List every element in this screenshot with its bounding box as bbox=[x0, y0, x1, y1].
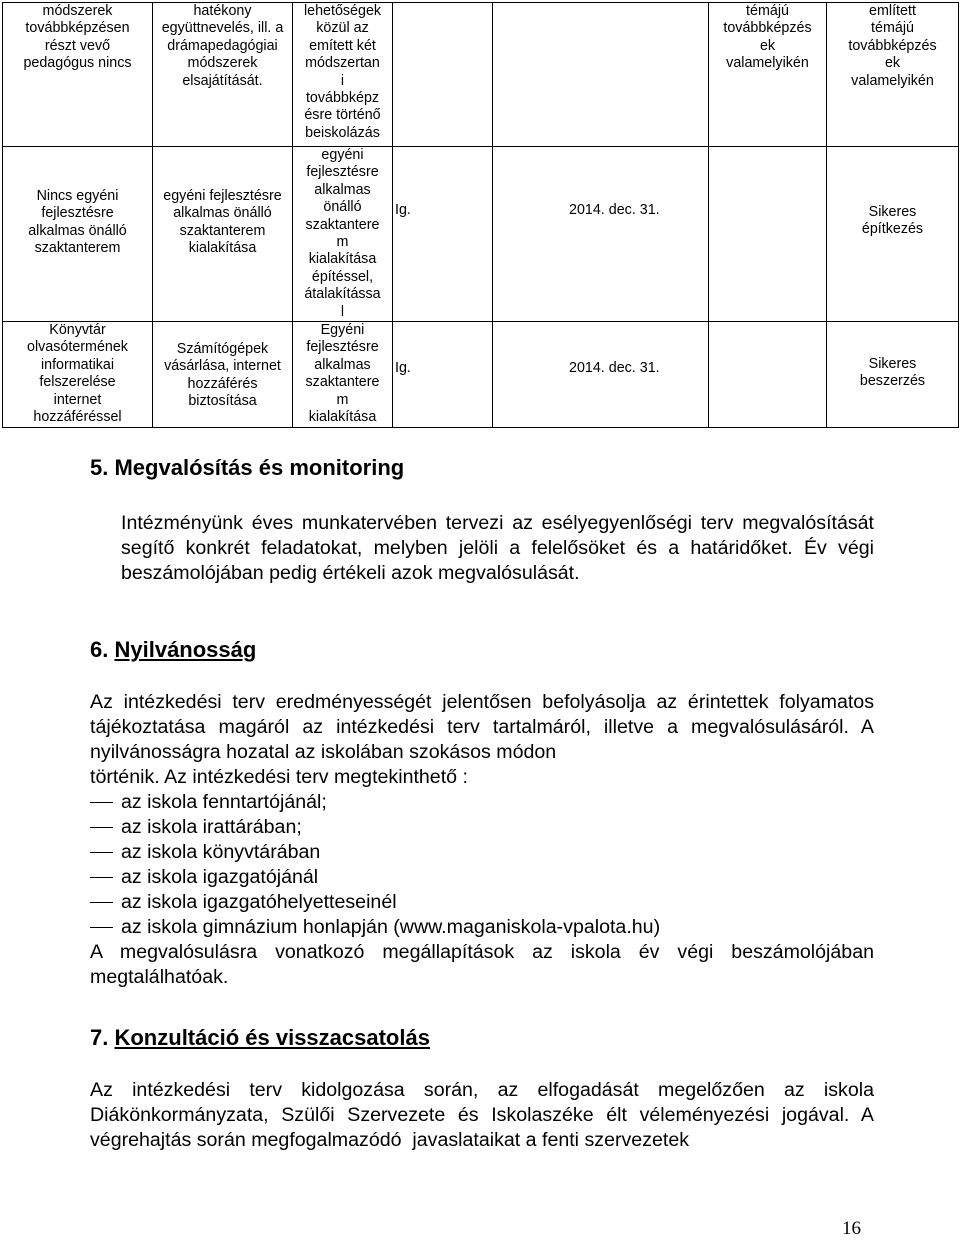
list-item: az iskola gimnázium honlapján (www.maganiskola-vpalota.hu) bbox=[90, 915, 874, 940]
table-row bbox=[3, 3, 959, 147]
table-cell: Sikeres beszerzés bbox=[827, 322, 959, 427]
table-cell: Ig. bbox=[393, 322, 493, 427]
table-cell: említett témájú továbbképzés ek valamelyikén bbox=[827, 3, 959, 147]
table-cell bbox=[393, 3, 493, 147]
section-6-paragraph bbox=[90, 690, 874, 765]
section-7-heading bbox=[90, 1025, 430, 1051]
availability-list bbox=[90, 790, 874, 940]
list-item: az iskola fenntartójánál; bbox=[90, 790, 874, 815]
table-row bbox=[3, 147, 959, 322]
table-cell: Nincs egyéni fejlesztésre alkalmas önálló szaktanterem bbox=[3, 147, 153, 322]
section-7-number: 7. bbox=[90, 1025, 109, 1050]
section-5-paragraph: Intézményünk éves munkatervében tervezi az esélyegyenlőségi terv megvalósítását segítő konkrét feladatokat, melyben jelöli a felelősöket és a határidőket. Év végi beszámolójában pedig értékeli azok megvalósulását. bbox=[121, 512, 874, 584]
list-item: az iskola igazgatóhelyetteseinél bbox=[90, 890, 874, 915]
dash-bullet-icon bbox=[90, 902, 113, 903]
table-cell: Sikeres építkezés bbox=[827, 147, 959, 322]
section-7-paragraph: Az intézkedési terv kidolgozása során, az elfogadását megelőzően az iskola Diákönkormányzata, Szülői Szervezete és Iskolaszéke élt véleményezési jogával. A végrehajtás során megfogalmazódó javaslataikat a fenti szervezetek bbox=[90, 1079, 880, 1151]
dash-bullet-icon bbox=[90, 877, 113, 878]
page-number: 16 bbox=[842, 1218, 861, 1239]
section-6-body bbox=[90, 690, 874, 990]
table-cell: 2014. dec. 31. bbox=[493, 322, 709, 427]
section-5-number: 5. bbox=[90, 455, 109, 480]
dash-bullet-icon bbox=[90, 802, 113, 803]
table-cell: Számítógépek vásárlása, internet hozzáférés biztosítása bbox=[153, 322, 293, 427]
section-5-heading bbox=[90, 455, 404, 481]
table-cell bbox=[493, 3, 709, 147]
table-cell bbox=[709, 147, 827, 322]
section-6-paragraph-end bbox=[90, 765, 874, 790]
section-6-paragraph-part2: történik. bbox=[90, 766, 160, 788]
table-cell bbox=[709, 322, 827, 427]
section-6-closing: A megvalósulásra vonatkozó megállapítások az iskola év végi beszámolójában megtalálhatóak. bbox=[90, 941, 874, 988]
list-item: az iskola igazgatójánál bbox=[90, 865, 874, 890]
table-cell: egyéni fejlesztésre alkalmas önálló szaktantere m kialakítása építéssel, átalakítássa l bbox=[293, 147, 393, 322]
table-cell: Könyvtár olvasótermének informatikai felszerelése internet hozzáféréssel bbox=[3, 322, 153, 427]
section-6-number: 6. bbox=[90, 637, 109, 662]
table-cell: hatékony együttnevelés, ill. a drámapedagógiai módszerek elsajátítását. bbox=[153, 3, 293, 147]
section-6-paragraph-part3: Az intézkedési terv megtekinthető : bbox=[164, 766, 468, 788]
dash-bullet-icon bbox=[90, 827, 113, 828]
table-row bbox=[3, 322, 959, 427]
section-5-title: Megvalósítás és monitoring bbox=[114, 455, 405, 480]
list-item: az iskola irattárában; bbox=[90, 815, 874, 840]
dash-bullet-icon bbox=[90, 927, 113, 928]
section-6-title: Nyilvánosság bbox=[114, 637, 257, 662]
table-cell: 2014. dec. 31. bbox=[493, 147, 709, 322]
section-6-heading bbox=[90, 637, 256, 663]
section-7-title: Konzultáció és visszacsatolás bbox=[114, 1025, 430, 1050]
table-cell: lehetőségek közül az emített két módszertan i továbbképz ésre történő beiskolázás bbox=[293, 3, 393, 147]
table-cell: Egyéni fejlesztésre alkalmas szaktantere m kialakítása bbox=[293, 322, 393, 427]
section-6-paragraph-part1: Az intézkedési terv eredményességét jelentősen befolyásolja az érintettek folyamatos tájékoztatása magáról az intézkedési terv tartalmáról, illetve a megvalósulásáról. A nyilvánosságra hozatal az iskolában szokásos módon bbox=[90, 691, 874, 763]
table-cell: egyéni fejlesztésre alkalmas önálló szaktanterem kialakítása bbox=[153, 147, 293, 322]
dash-bullet-icon bbox=[90, 852, 113, 853]
measures-table bbox=[2, 2, 959, 428]
table-cell: Ig. bbox=[393, 147, 493, 322]
table-cell: módszerek továbbképzésen részt vevő pedagógus nincs bbox=[3, 3, 153, 147]
list-item: az iskola könyvtárában bbox=[90, 840, 874, 865]
table-cell: témájú továbbképzés ek valamelyikén bbox=[709, 3, 827, 147]
